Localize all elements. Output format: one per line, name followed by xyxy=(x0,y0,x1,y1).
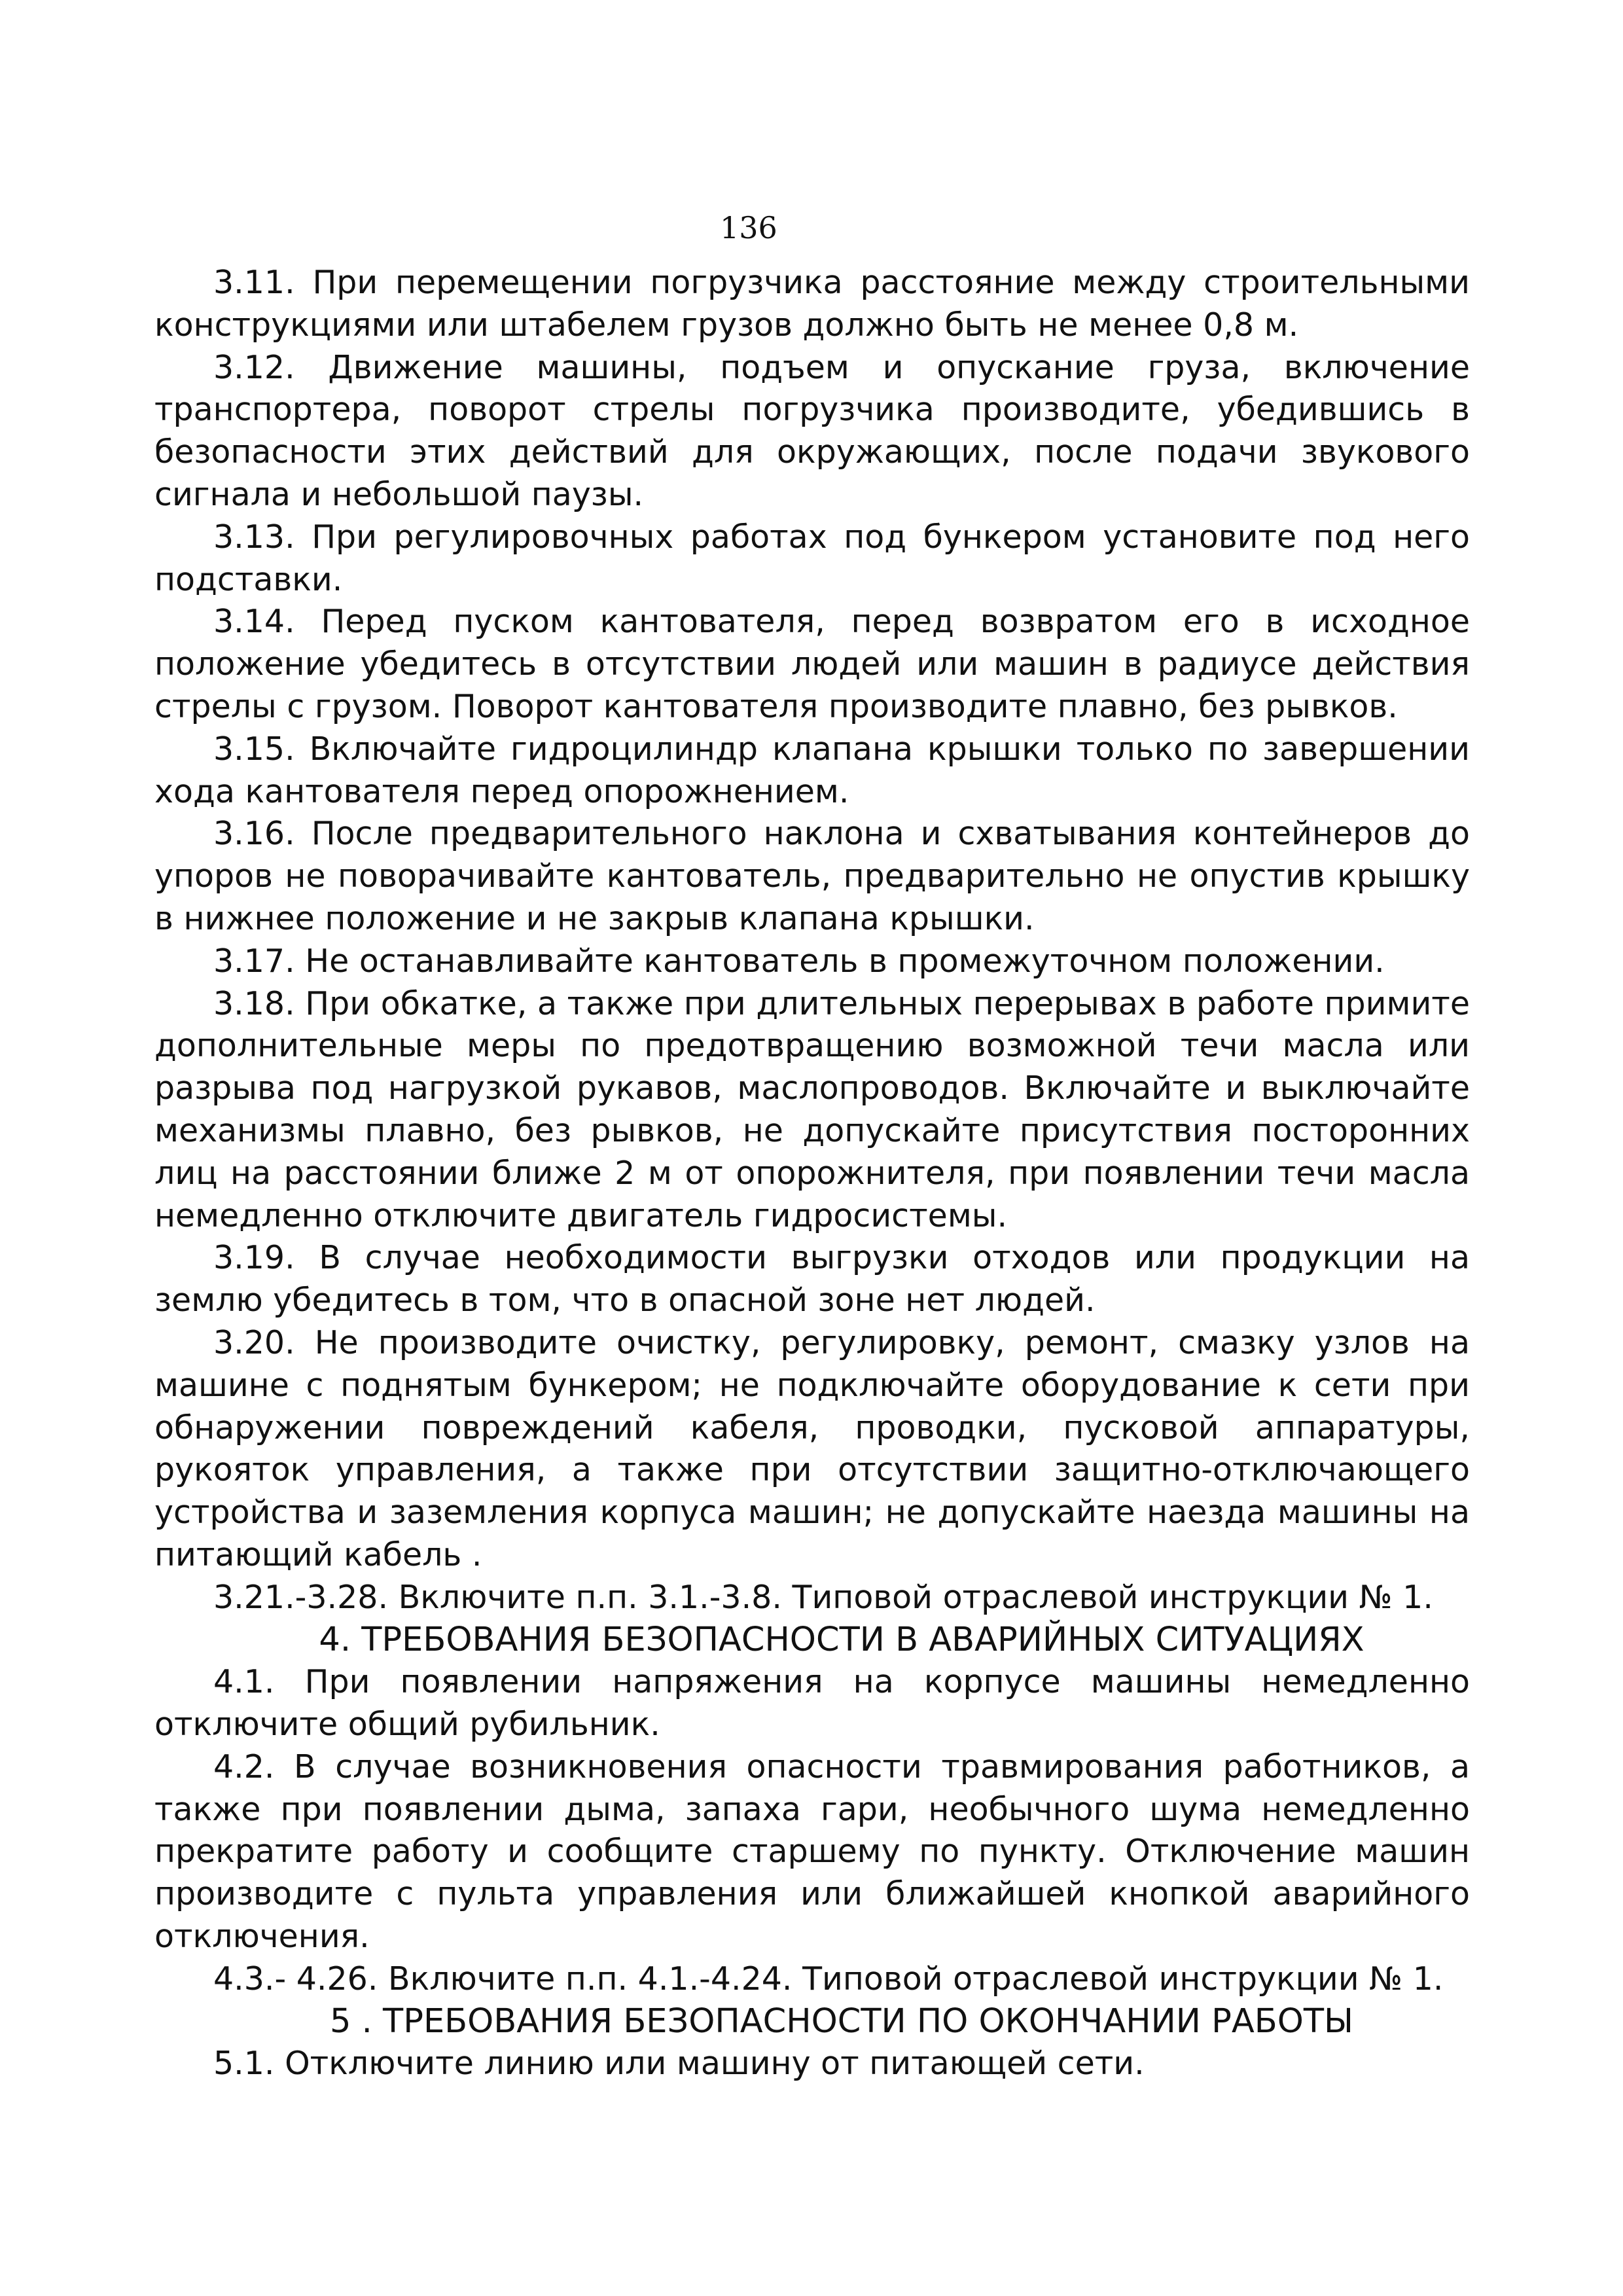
clause-3-20: 3.20. Не производите очистку, регулировку, ремонт, смазку узлов на машине с поднятым бункером; не подключайте оборудование к сети при обнаружении повреждений кабеля, проводки, пусковой аппаратуры, рукояток управления, а также при отсутствии защитно-отключающего устройства и заземления корпуса машин; не допускайте наезда машины на питающий кабель . xyxy=(154,1323,1470,1573)
clause-4-1: 4.1. При появлении напряжения на корпусе машины немедленно отключите общий рубильник. xyxy=(154,1663,1470,1744)
clause-5-1: 5.1. Отключите линию или машину от питающей сети. xyxy=(213,2045,1145,2083)
section-5-heading: 5 . ТРЕБОВАНИЯ БЕЗОПАСНОСТИ ПО ОКОНЧАНИИ РАБОТЫ xyxy=(329,2001,1354,2041)
page-number: 136 xyxy=(720,210,777,245)
section-4-heading: 4. ТРЕБОВАНИЯ БЕЗОПАСНОСТИ В АВАРИЙНЫХ СИТУАЦИЯХ xyxy=(319,1620,1364,1659)
clause-3-14: 3.14. Перед пуском кантователя, перед возвратом его в исходное положение убедитесь в отсутствии людей или машин в радиусе действия стрелы с грузом. Поворот кантователя производите плавно, без рывков. xyxy=(154,603,1470,725)
clause-3-21-3-28: 3.21.-3.28. Включите п.п. 3.1.-3.8. Типовой отраслевой инструкции № 1. xyxy=(213,1578,1433,1616)
clause-4-2: 4.2. В случае возникновения опасности травмирования работников, а также при появлении дыма, запаха гари, необычного шума немедленно прекратите работу и сообщите старшему по пункту. Отключение машин производите с пульта управления или ближайшей кнопкой аварийного отключения. xyxy=(154,1748,1470,1956)
document-body xyxy=(154,262,1470,2085)
clause-3-13: 3.13. При регулировочных работах под бункером установите под него подставки. xyxy=(154,518,1470,598)
clause-3-15: 3.15. Включайте гидроцилиндр клапана крышки только по завершении хода кантователя перед опорожнением. xyxy=(154,730,1470,810)
clause-3-12: 3.12. Движение машины, подъем и опускание груза, включение транспортера, поворот стрелы погрузчика производите, убедившись в безопасности этих действий для окружающих, после подачи звукового сигнала и небольшой паузы. xyxy=(154,348,1470,513)
clause-3-16: 3.16. После предварительного наклона и схватывания контейнеров до упоров не поворачивайте кантователь, предварительно не опустив крышку в нижнее положение и не закрыв клапана крышки. xyxy=(154,815,1470,937)
clause-3-18: 3.18. При обкатке, а также при длительных перерывах в работе примите дополнительные меры по предотвращению возможной течи масла или разрыва под нагрузкой рукавов, маслопроводов. Включайте и выключайте механизмы плавно, без рывков, не допускайте присутствия посторонних лиц на расстоянии ближе 2 м от опорожнителя, при появлении течи масла немедленно отключите двигатель гидросистемы. xyxy=(154,984,1470,1234)
clause-3-19: 3.19. В случае необходимости выгрузки отходов или продукции на землю убедитесь в том, что в опасной зоне нет людей. xyxy=(154,1239,1470,1319)
clause-3-17: 3.17. Не останавливайте кантователь в промежуточном положении. xyxy=(213,942,1385,980)
clause-4-3-4-26: 4.3.- 4.26. Включите п.п. 4.1.-4.24. Типовой отраслевой инструкции № 1. xyxy=(213,1960,1444,1998)
clause-3-11: 3.11. При перемещении погрузчика расстояние между строительными конструкциями или штабелем грузов должно быть не менее 0,8 м. xyxy=(154,264,1470,344)
